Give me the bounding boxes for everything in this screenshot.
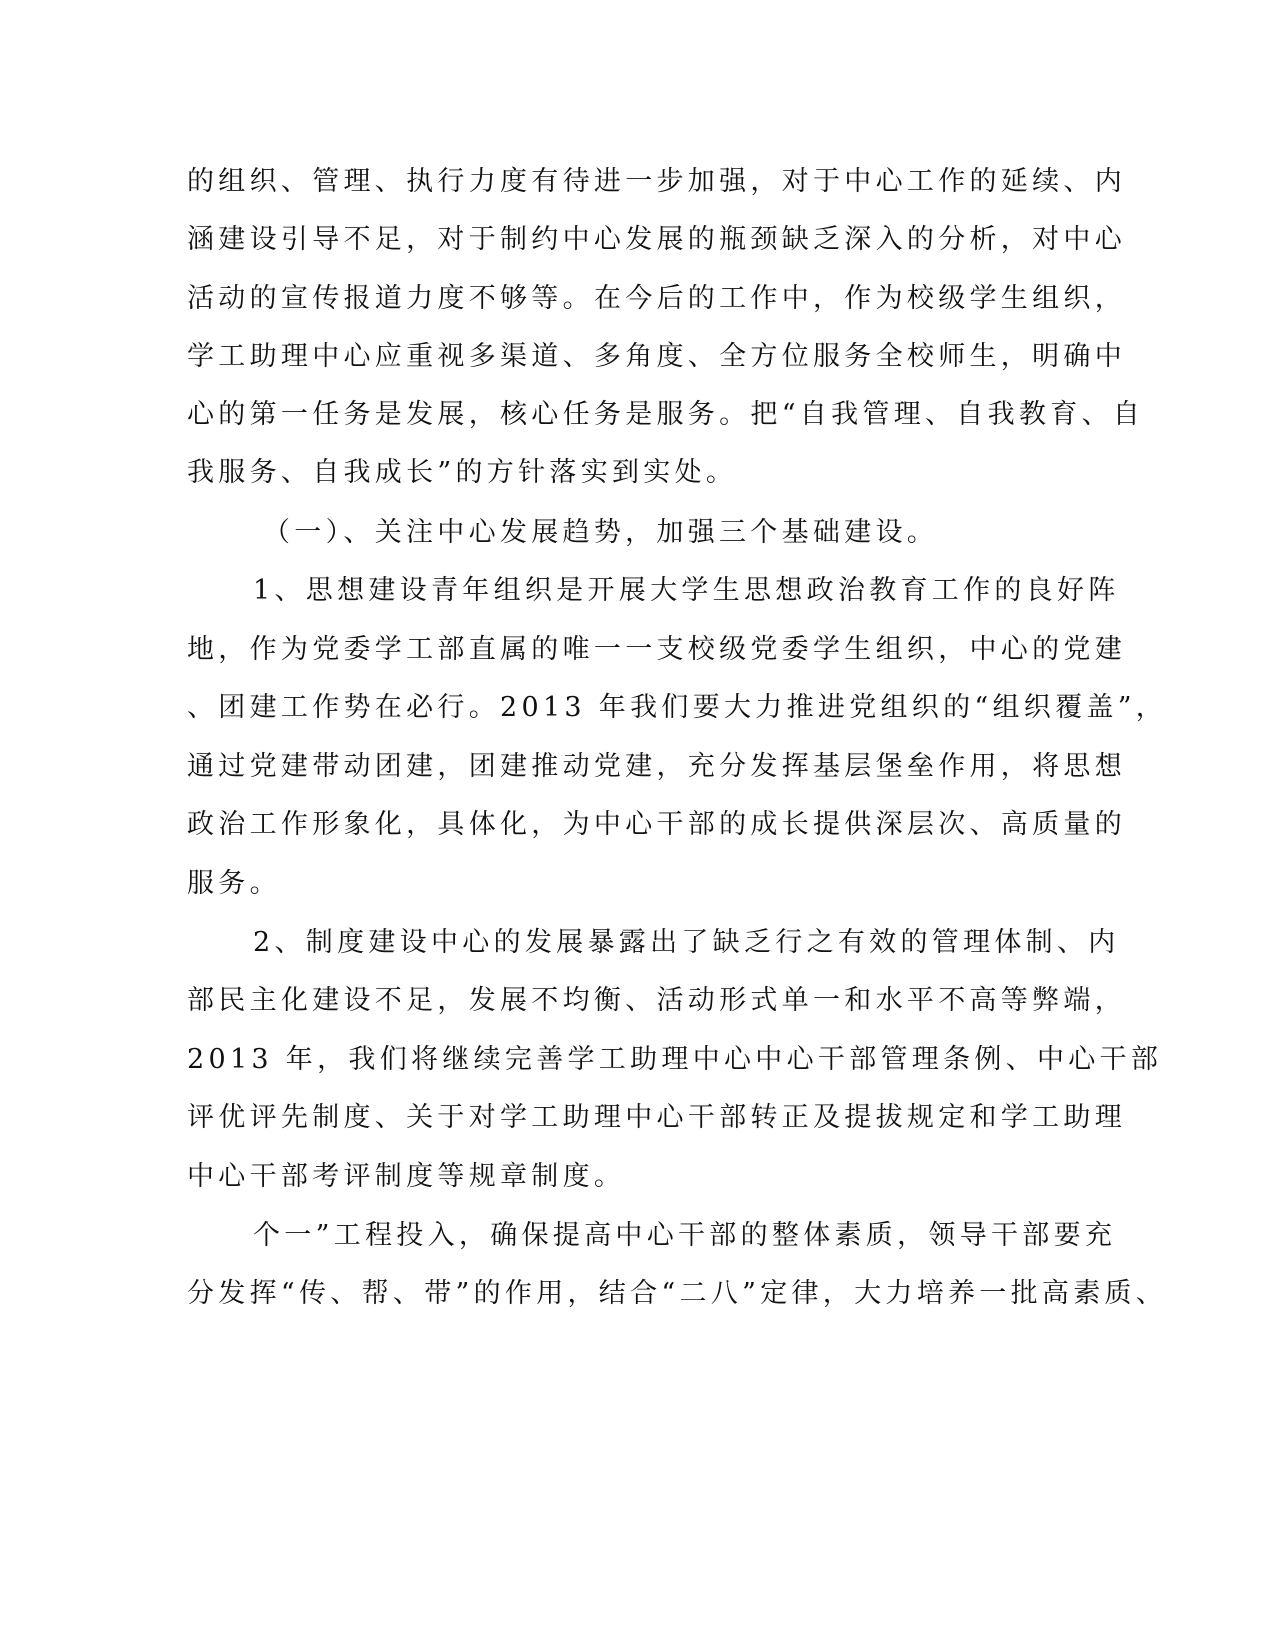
paragraph-line: 服务。 — [187, 868, 281, 899]
paragraph-line: 心的第一任务是发展，核心任务是服务。把“自我管理、自我教育、自 — [187, 399, 1145, 430]
paragraph-line: 学工助理中心应重视多渠道、多角度、全方位服务全校师生，明确中 — [187, 341, 1126, 372]
paragraph-line: 政治工作形象化，具体化，为中心干部的成长提供深层次、高质量的 — [187, 809, 1126, 840]
paragraph-line: 涵建设引导不足，对于制约中心发展的瓶颈缺乏深入的分析，对中心 — [187, 224, 1126, 255]
paragraph-line: 个一”工程投入，确保提高中心干部的整体素质，领导干部要充 — [253, 1220, 1117, 1251]
paragraph-line: 、团建工作势在必行。2013 年我们要大力推进党组织的“组织覆盖”， — [187, 692, 1168, 723]
paragraph-line: 通过党建带动团建，团建推动党建，充分发挥基层堡垒作用，将思想 — [187, 751, 1126, 782]
paragraph-line: 的组织、管理、执行力度有待进一步加强，对于中心工作的延续、内 — [187, 166, 1126, 197]
paragraph-line: 2、制度建设中心的发展暴露出了缺乏行之有效的管理体制、内 — [253, 927, 1120, 958]
paragraph-line: 部民主化建设不足，发展不均衡、活动形式单一和水平不高等弊端， — [187, 985, 1126, 1016]
paragraph-line: 我服务、自我成长”的方针落实到实处。 — [187, 457, 738, 488]
paragraph-line: 1、思想建设青年组织是开展大学生思想政治教育工作的良好阵 — [253, 575, 1120, 606]
section-heading: （一）、关注中心发展趋势，加强三个基础建设。 — [263, 517, 939, 548]
paragraph-line: 中心干部考评制度等规章制度。 — [187, 1161, 626, 1192]
paragraph-line: 分发挥“传、帮、带”的作用，结合“二八”定律，大力培养一批高素质、 — [187, 1278, 1168, 1309]
paragraph-line: 评优评先制度、关于对学工助理中心干部转正及提拔规定和学工助理 — [187, 1102, 1126, 1133]
paragraph-line: 活动的宣传报道力度不够等。在今后的工作中，作为校级学生组织， — [187, 283, 1126, 314]
paragraph-line: 2013 年，我们将继续完善学工助理中心中心干部管理条例、中心干部 — [187, 1044, 1163, 1075]
paragraph-line: 地，作为党委学工部直属的唯一一支校级党委学生组织，中心的党建 — [187, 634, 1126, 665]
